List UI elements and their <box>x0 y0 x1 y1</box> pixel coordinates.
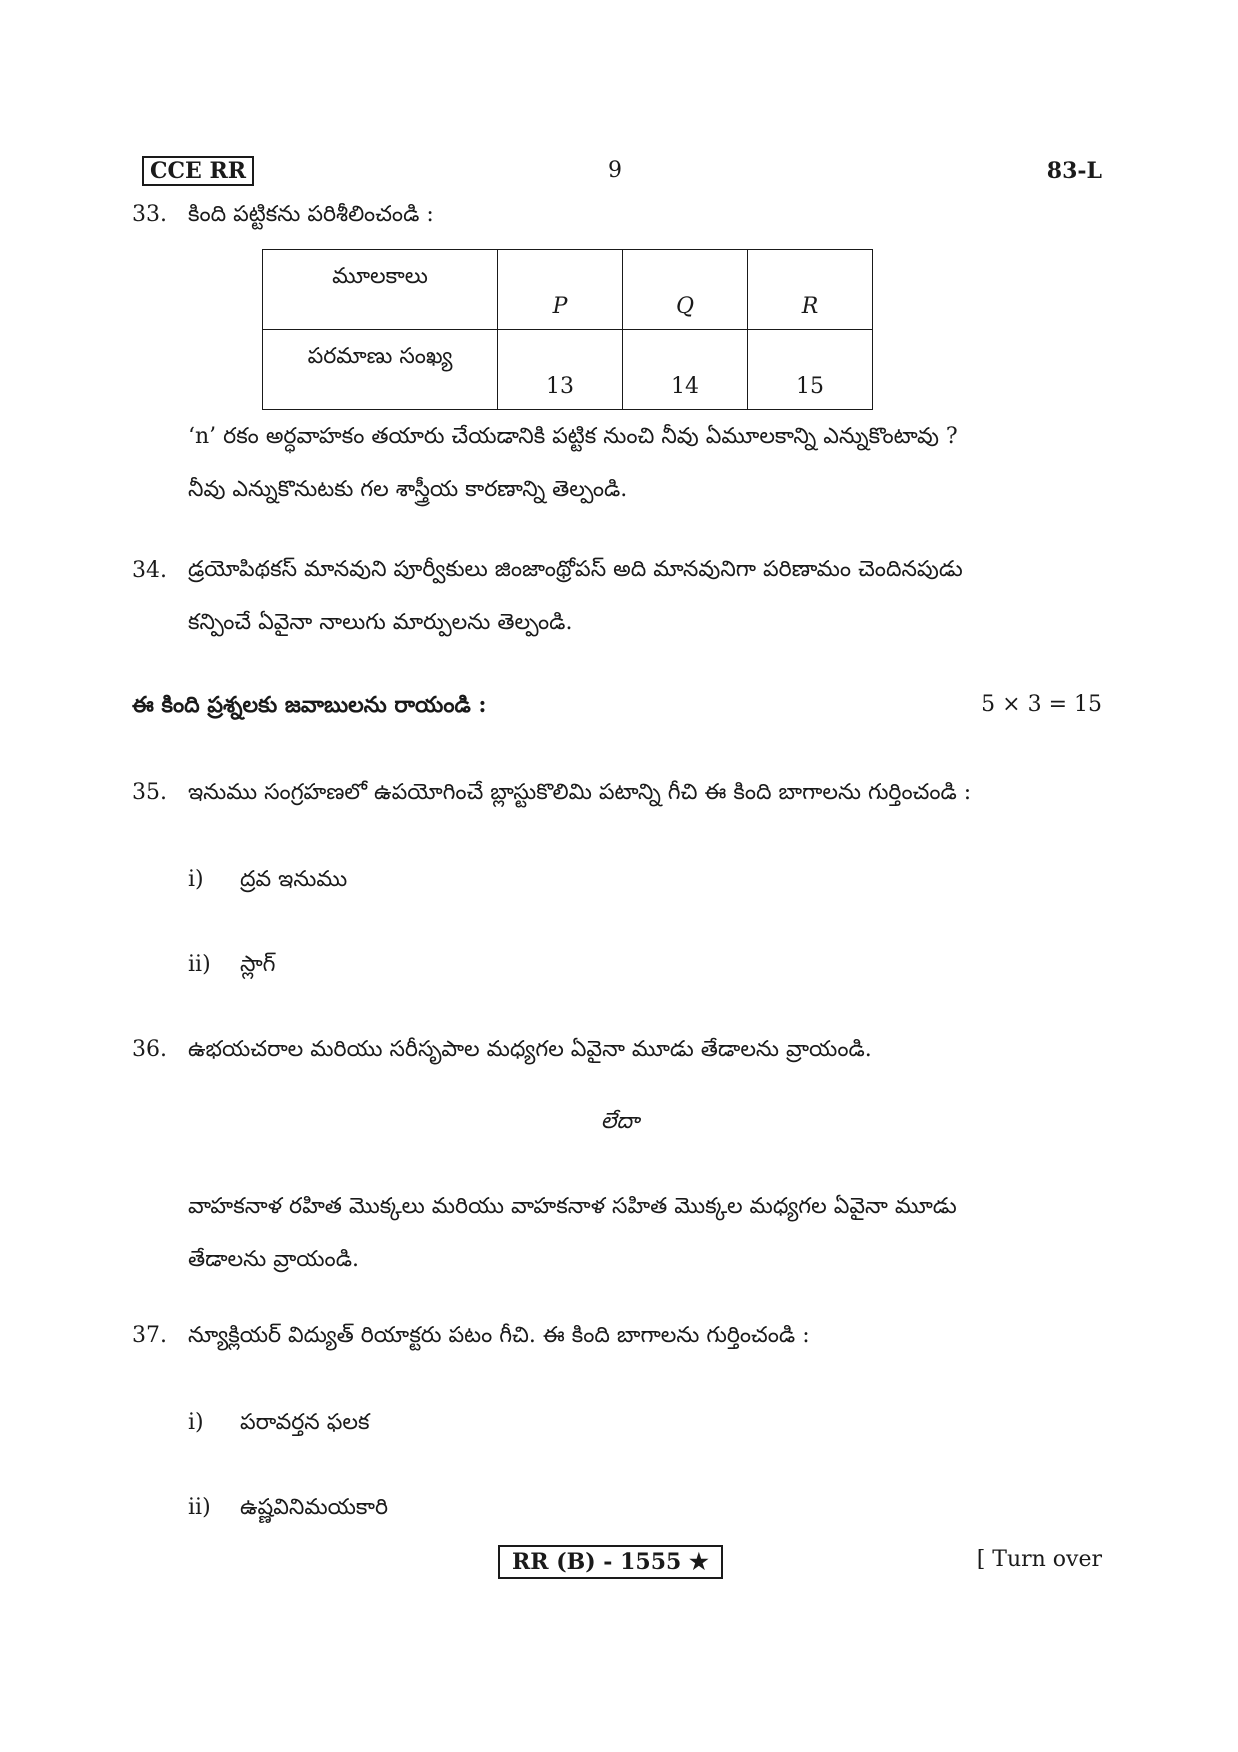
table-element-p: P <box>498 250 623 330</box>
q37-number: 37. <box>132 1323 167 1348</box>
q36-alt-line2: తేడాలను వ్రాయండి. <box>188 1247 359 1272</box>
q37-item-label: ii) <box>188 1495 211 1520</box>
q34-number: 34. <box>132 558 167 583</box>
q36-or: లేదా <box>600 1109 640 1134</box>
table-element-r: R <box>748 250 873 330</box>
q33-line2: నీవు ఎన్నుకొనుటకు గల శాస్త్రీయ కారణాన్ని తెల్పండి. <box>188 477 628 502</box>
q33-line1: ‘n’ రకం అర్ధవాహకం తయారు చేయడానికి పట్టిక నుంచి నీవు ఏమూలకాన్ని ఎన్నుకొంటావు ? <box>188 424 958 449</box>
q33-question <box>188 410 1102 516</box>
paper-code: 83-L <box>1046 158 1102 184</box>
q33-number: 33. <box>132 202 167 227</box>
q35-item-label: ii) <box>188 952 211 977</box>
q37-item-label: i) <box>188 1410 204 1435</box>
q33-intro: కింది పట్టికను పరిశీలించండి : <box>188 202 434 227</box>
elements-table <box>262 249 873 410</box>
q37-item-text: పరావర్తన ఫలక <box>240 1410 370 1435</box>
footer-code-box: RR (B) - 1555 ★ <box>498 1545 723 1579</box>
q35-item-text: ద్రవ ఇనుము <box>240 867 348 892</box>
q34-line2: కన్పించే ఏవైనా నాలుగు మార్పులను తెల్పండి. <box>188 610 573 635</box>
q37-text: న్యూక్లియర్ విద్యుత్ రియాక్టరు పటం గీచి. ఈ కింది బాగాలను గుర్తించండి : <box>188 1323 810 1348</box>
table-row1-label: మూలకాలు <box>263 250 498 330</box>
turn-over-note: [ Turn over <box>976 1547 1102 1572</box>
table-element-q: Q <box>623 250 748 330</box>
q35-number: 35. <box>132 780 167 805</box>
q34-line1: డ్రయోపిథకస్ మానవుని పూర్వీకులు జింజాంథ్రోపస్ అది మానవునిగా పరిణామం చెందినపుడు <box>188 557 963 582</box>
q36-number: 36. <box>132 1037 167 1062</box>
table-atomic-number: 14 <box>623 330 748 410</box>
q34-question <box>188 543 1102 649</box>
header-cce-rr-box: CCE RR <box>142 156 254 186</box>
q37-item-text: ఉష్ణవినిమయకారి <box>240 1495 389 1520</box>
q36-alternative <box>188 1180 1102 1286</box>
section-marks: 5 × 3 = 15 <box>981 692 1102 717</box>
table-atomic-number: 15 <box>748 330 873 410</box>
page-number: 9 <box>608 158 622 183</box>
q36-alt-line1: వాహకనాళ రహిత మొక్కలు మరియు వాహకనాళ సహిత మొక్కల మధ్యగల ఏవైనా మూడు <box>188 1194 957 1219</box>
section-instruction: ఈ కింది ప్రశ్నలకు జవాబులను రాయండి : <box>132 692 487 718</box>
table-atomic-number: 13 <box>498 330 623 410</box>
q36-text: ఉభయచరాల మరియు సరీసృపాల మధ్యగల ఏవైనా మూడు తేడాలను వ్రాయండి. <box>188 1037 872 1062</box>
q35-text: ఇనుము సంగ్రహణలో ఉపయోగించే బ్లాస్టుకొలిమి పటాన్ని గీచి ఈ కింది బాగాలను గుర్తించండి : <box>188 780 972 805</box>
table-row2-label: పరమాణు సంఖ్య <box>263 330 498 410</box>
q35-item-label: i) <box>188 867 204 892</box>
q35-item-text: స్లాగ్ <box>240 952 276 977</box>
